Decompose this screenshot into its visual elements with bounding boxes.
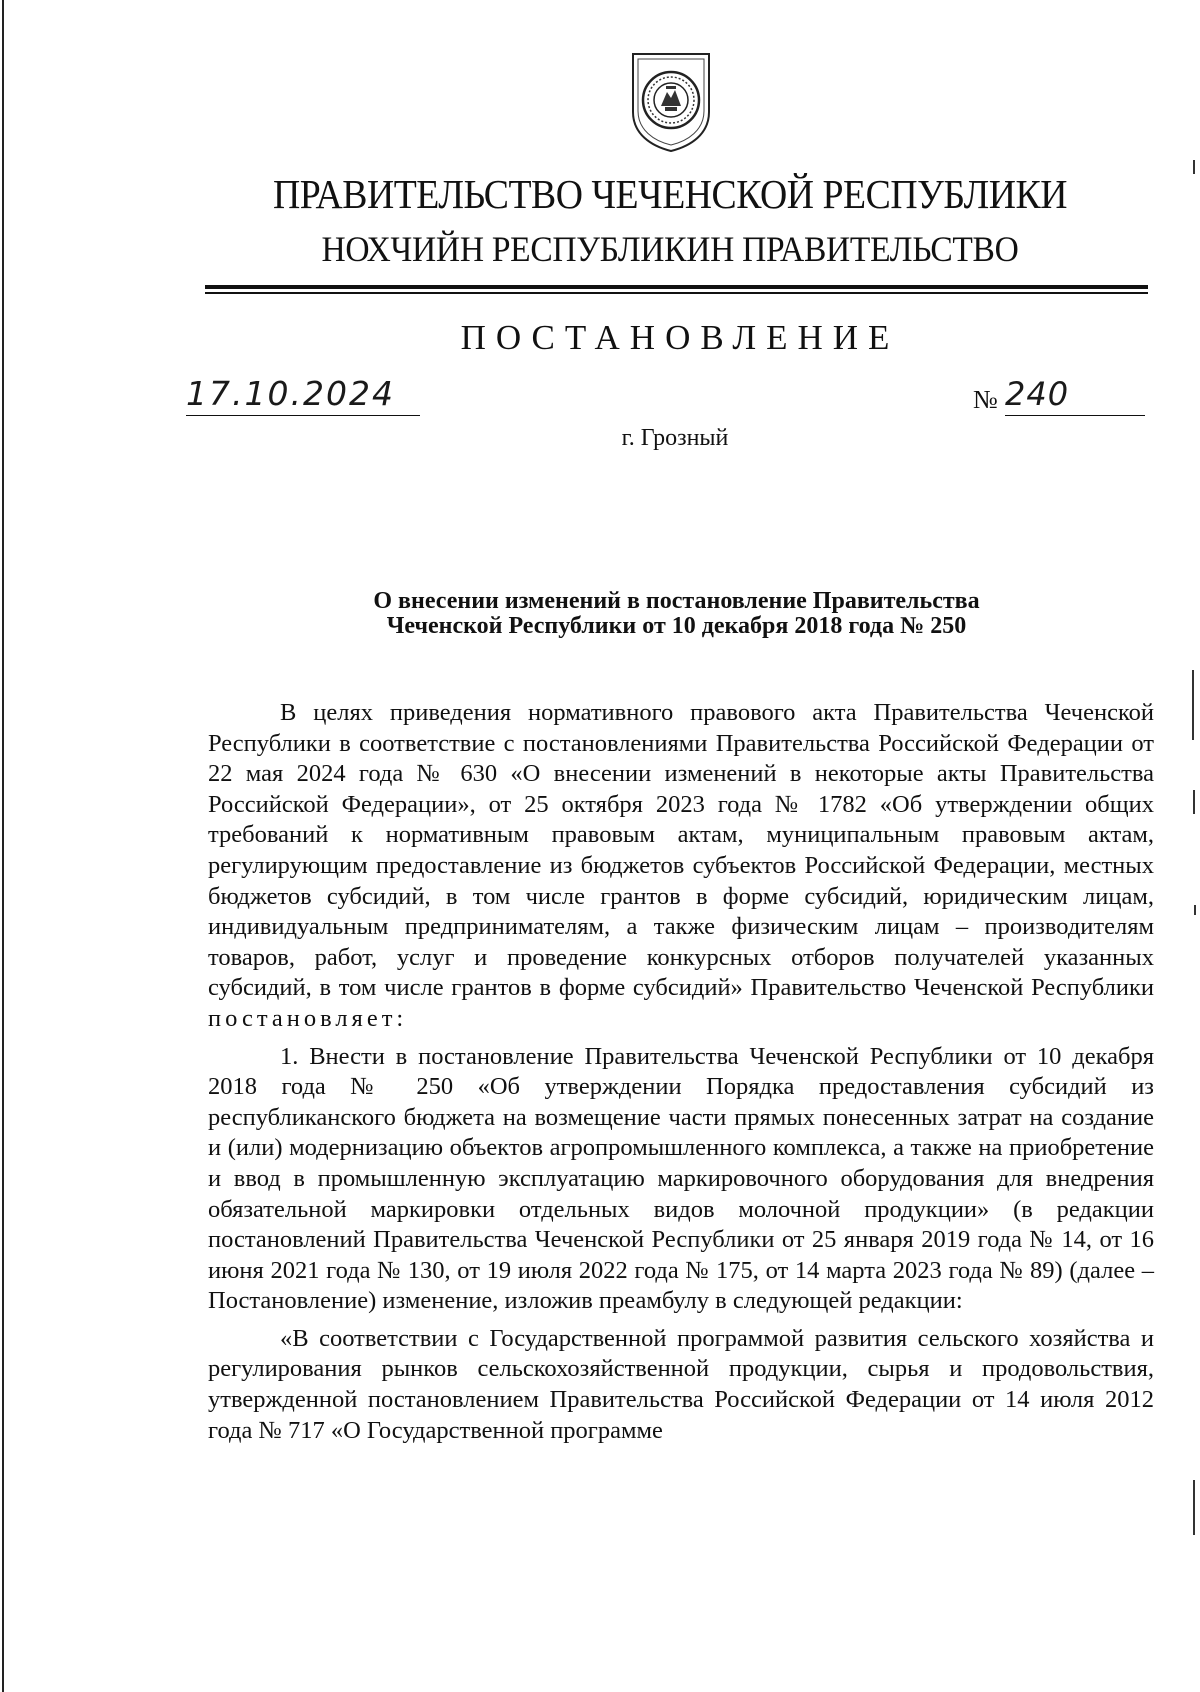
scan-mark [1194,905,1196,915]
scan-mark [1193,790,1195,814]
document-number: 240 [1005,375,1145,416]
resolution-verb: постановляет: [208,1004,408,1032]
number-label: № [973,385,998,414]
header-divider [205,285,1148,289]
scan-edge-line [2,0,4,1692]
government-title-chechen: НОХЧИЙН РЕСПУБЛИКИН ПРАВИТЕЛЬСТВО [321,229,1019,269]
document-date: 17.10.2024 [186,375,420,416]
preamble-paragraph [208,698,1154,1035]
scan-mark [1193,1480,1195,1535]
government-title-russian: ПРАВИТЕЛЬСТВО ЧЕЧЕНСКОЙ РЕСПУБЛИКИ [272,171,1068,217]
issue-city: г. Грозный [621,425,729,451]
document-body [208,698,1154,1453]
coat-of-arms-icon [629,50,713,154]
scan-mark [1193,160,1195,174]
subject-line: О внесении изменений в постановление Правительства [373,588,980,614]
item-1-paragraph: 1. Внести в постановление Правительства Чеченской Республики от 10 декабря 2018 года № 250 «Об утверждении Порядка предоставления субсидий из республиканского бюджета на возмещение части прямых понесенных затрат на создание и (или) модернизацию объектов агропромышленного комплекса, а также на приобретение и ввод в промышленную эксплуатацию маркировочного оборудования для внедрения обязательной маркировки отдельных видов молочной продукции» (в редакции постановлений Правительства Чеченской Республики от 25 января 2019 года № 14, от 16 июня 2021 года № 130, от 19 июля 2022 года № 175, от 14 марта 2023 года № 89) (далее – Постановление) изменение, изложив преамбулу в следующей редакции: [208,1042,1154,1315]
document-subject [205,589,1148,639]
header-divider-thin [205,292,1148,294]
quoted-preamble-paragraph: «В соответствии с Государственной программой развития сельского хозяйства и регулирования рынков сельскохозяйственной продукции, сырья и продовольствия, утвержденной постановлением Правительства Российской Федерации от 14 июля 2012 года № 717 «О Государственной программе [208,1324,1154,1444]
document-type: ПОСТАНОВЛЕНИЕ [460,318,900,357]
preamble-text: В целях приведения нормативного правового акта Правительства Чеченской Республики в соответствие с постановлениями Правительства Российской Федерации от 22 мая 2024 года № 630 «О внесении изменений в некоторые акты Правительства Российской Федерации», от 25 октября 2023 года № 1782 «Об утверждении общих требований к нормативным правовым актам, муниципальным правовым актам, регулирующим предоставление из бюджетов субъектов Российской Федерации, местных бюджетов субсидий, в том числе грантов в форме субсидий, юридическим лицам, индивидуальным предпринимателям, а также физическим лицам – производителям товаров, работ, услуг и проведение конкурсных отборов получателей указанных субсидий, в том числе грантов в форме субсидий» Правительство Чеченской Республики [208,699,1154,1002]
scan-mark [1192,670,1194,740]
subject-line: Чеченской Республики от 10 декабря 2018 года № 250 [386,613,967,639]
